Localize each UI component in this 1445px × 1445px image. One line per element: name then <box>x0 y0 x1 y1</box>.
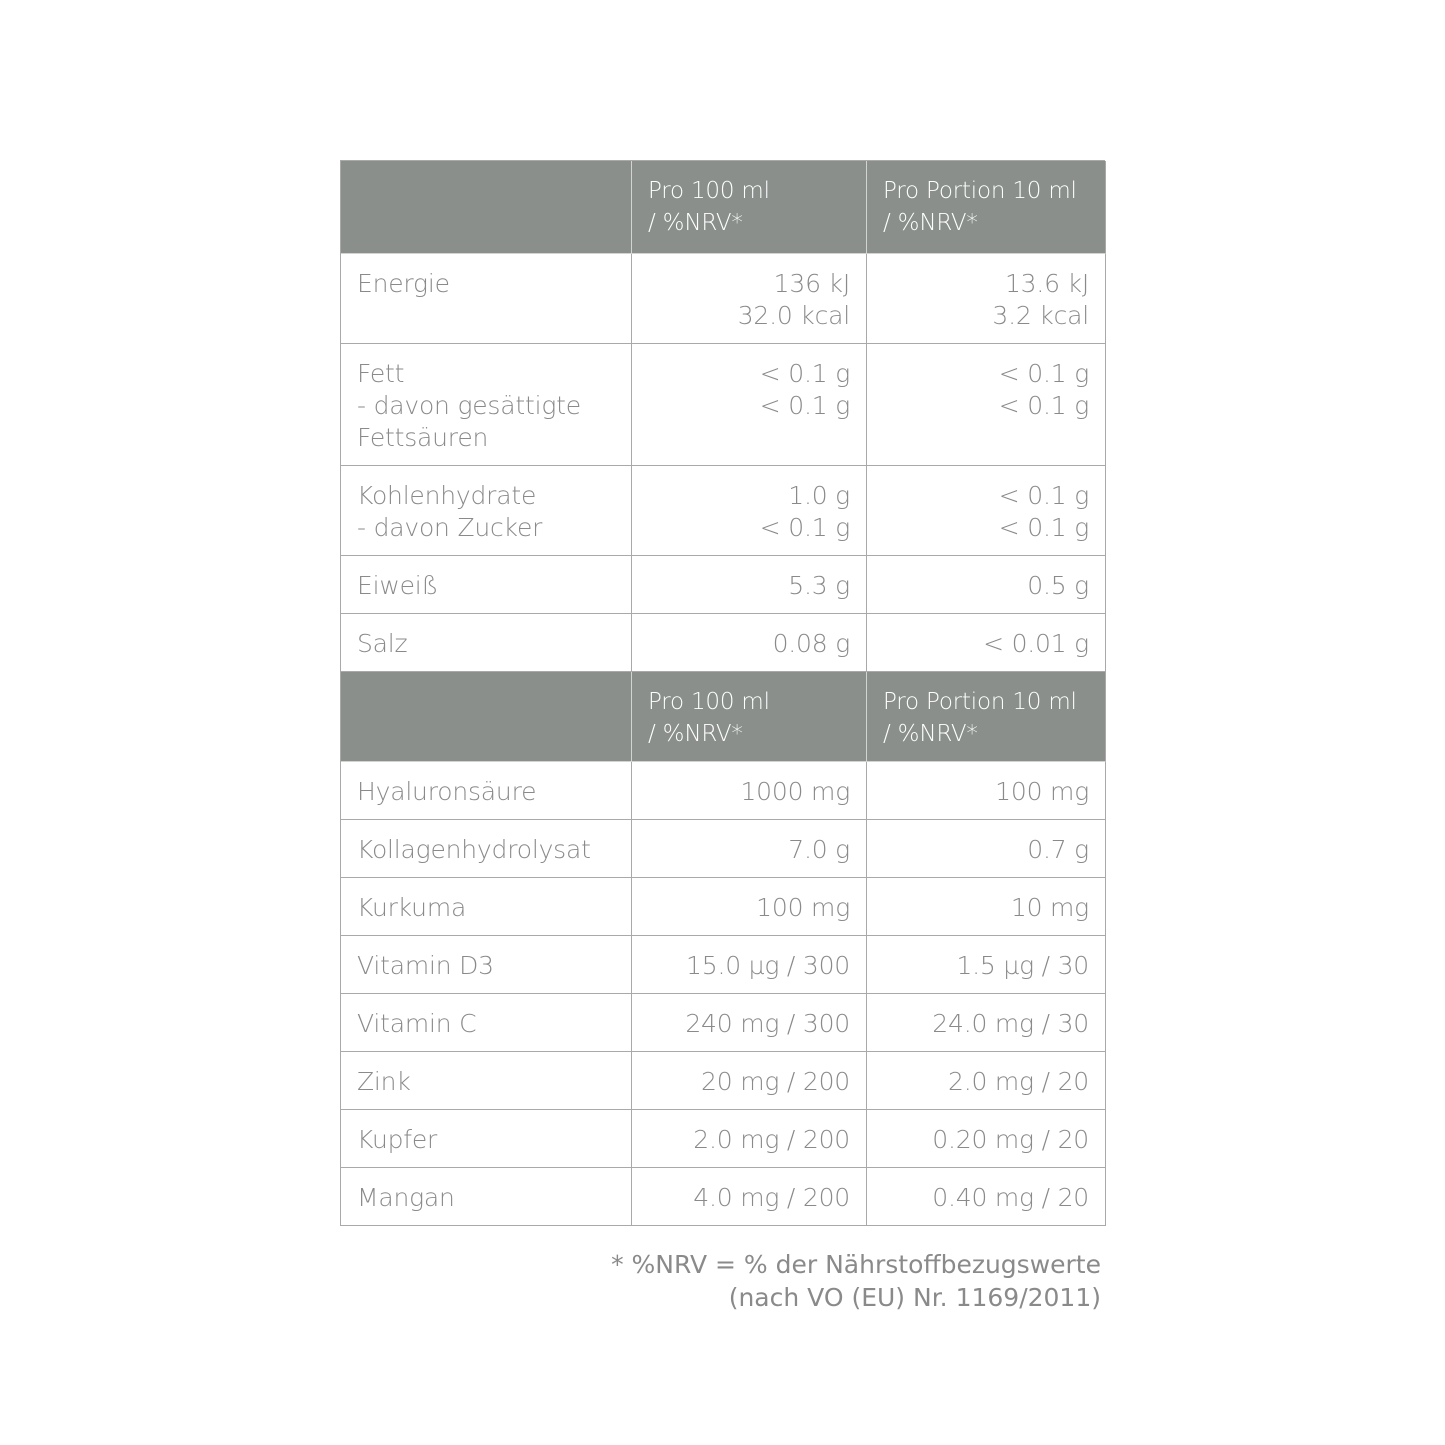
row-value-vitamin-d3-per100: 15.0 µg / 300 <box>632 936 867 994</box>
row-label-hyaluronsaeure: Hyaluronsäure <box>341 762 632 820</box>
row-value-eiweiss-portion: 0.5 g <box>867 556 1106 614</box>
header-empty-cell <box>341 161 632 254</box>
header2-per-100ml: Pro 100 ml / %NRV* <box>632 672 867 762</box>
header2-empty-cell <box>341 672 632 762</box>
row-value-vitamin-d3-portion: 1.5 µg / 30 <box>867 936 1106 994</box>
row-label-vitamin-c: Vitamin C <box>341 994 632 1052</box>
nutrition-table <box>340 160 1105 1226</box>
row-label-kurkuma: Kurkuma <box>341 878 632 936</box>
row-value-fett-portion: < 0.1 g < 0.1 g <box>867 344 1106 466</box>
row-value-energie-portion: 13.6 kJ 3.2 kcal <box>867 254 1106 344</box>
row-value-hyaluronsaeure-per100: 1000 mg <box>632 762 867 820</box>
row-value-kupfer-per100: 2.0 mg / 200 <box>632 1110 867 1168</box>
row-label-mangan: Mangan <box>341 1168 632 1226</box>
row-label-kollagenhydrolysat: Kollagenhydrolysat <box>341 820 632 878</box>
row-label-kohlenhydrate: Kohlenhydrate - davon Zucker <box>341 466 632 556</box>
row-value-mangan-per100: 4.0 mg / 200 <box>632 1168 867 1226</box>
row-value-mangan-portion: 0.40 mg / 20 <box>867 1168 1106 1226</box>
row-label-salz: Salz <box>341 614 632 672</box>
row-label-eiweiss: Eiweiß <box>341 556 632 614</box>
row-value-zink-portion: 2.0 mg / 20 <box>867 1052 1106 1110</box>
header-per-100ml: Pro 100 ml / %NRV* <box>632 161 867 254</box>
row-value-vitamin-c-portion: 24.0 mg / 30 <box>867 994 1106 1052</box>
row-label-energie: Energie <box>341 254 632 344</box>
row-label-fett: Fett - davon gesättigte Fettsäuren <box>341 344 632 466</box>
row-value-salz-per100: 0.08 g <box>632 614 867 672</box>
row-value-fett-per100: < 0.1 g < 0.1 g <box>632 344 867 466</box>
header-per-portion: Pro Portion 10 ml / %NRV* <box>867 161 1106 254</box>
row-value-hyaluronsaeure-portion: 100 mg <box>867 762 1106 820</box>
nrv-footnote: * %NRV = % der Nährstoffbezugswerte (nach VO (EU) Nr. 1169/2011) <box>611 1250 1101 1312</box>
row-value-kollagenhydrolysat-portion: 0.7 g <box>867 820 1106 878</box>
row-label-kupfer: Kupfer <box>341 1110 632 1168</box>
row-value-kohlenhydrate-per100: 1.0 g < 0.1 g <box>632 466 867 556</box>
row-value-eiweiss-per100: 5.3 g <box>632 556 867 614</box>
row-label-vitamin-d3: Vitamin D3 <box>341 936 632 994</box>
row-value-kollagenhydrolysat-per100: 7.0 g <box>632 820 867 878</box>
row-value-kupfer-portion: 0.20 mg / 20 <box>867 1110 1106 1168</box>
row-label-zink: Zink <box>341 1052 632 1110</box>
row-value-energie-per100: 136 kJ 32.0 kcal <box>632 254 867 344</box>
row-value-zink-per100: 20 mg / 200 <box>632 1052 867 1110</box>
row-value-kohlenhydrate-portion: < 0.1 g < 0.1 g <box>867 466 1106 556</box>
row-value-salz-portion: < 0.01 g <box>867 614 1106 672</box>
row-value-vitamin-c-per100: 240 mg / 300 <box>632 994 867 1052</box>
row-value-kurkuma-portion: 10 mg <box>867 878 1106 936</box>
row-value-kurkuma-per100: 100 mg <box>632 878 867 936</box>
header2-per-portion: Pro Portion 10 ml / %NRV* <box>867 672 1106 762</box>
